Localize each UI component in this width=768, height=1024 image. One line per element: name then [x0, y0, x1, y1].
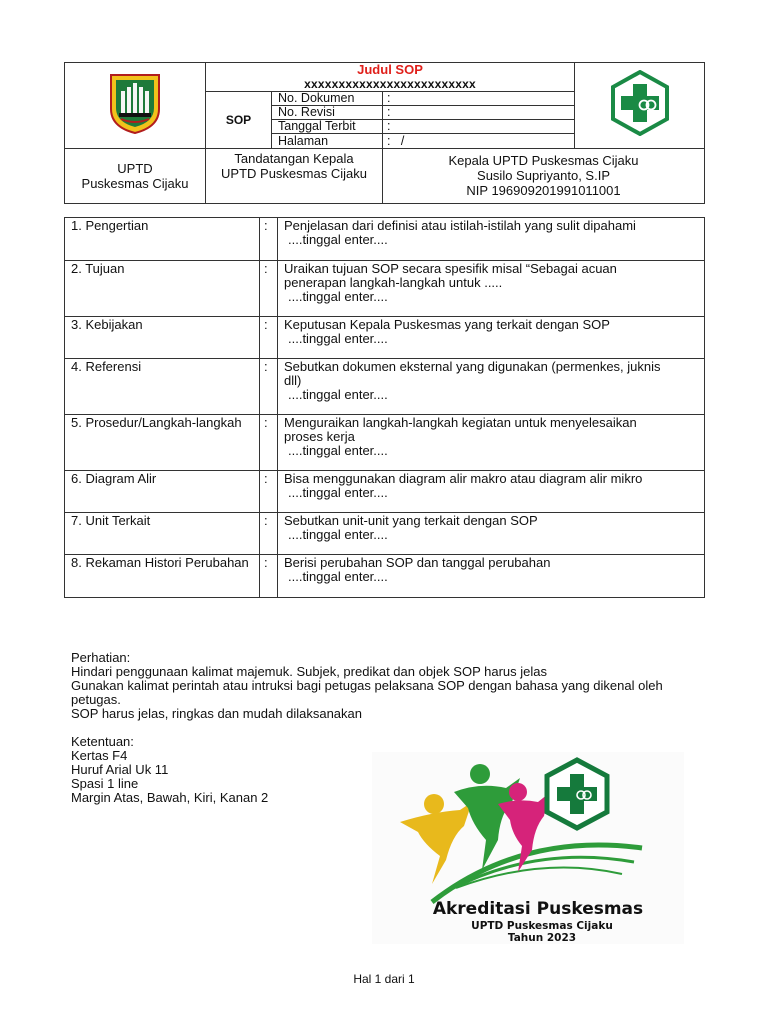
badge-subtitle: UPTD Puskesmas Cijaku: [471, 920, 613, 932]
head-nip: NIP 196909201991011001: [466, 183, 621, 199]
ketentuan-line: Margin Atas, Bawah, Kiri, Kanan 2: [71, 790, 269, 805]
section-label: 8. Rekaman Histori Perubahan: [65, 555, 260, 598]
regency-crest-logo: [107, 71, 163, 135]
ketentuan-title: Ketentuan:: [71, 734, 134, 749]
section-description: Menguraikan langkah-langkah kegiatan untuk menyelesaikan proses kerja ....tinggal enter....: [278, 415, 705, 471]
section-colon: :: [260, 359, 278, 415]
ketentuan-line: Huruf Arial Uk 11: [71, 762, 169, 777]
perhatian-line: SOP harus jelas, ringkas dan mudah dilaksanakan: [71, 706, 362, 721]
sop-header-table: [64, 62, 705, 204]
unit-name-cell: [65, 148, 206, 203]
section-colon: :: [260, 261, 278, 317]
accreditation-illustration: [372, 752, 684, 944]
section-description: Sebutkan dokumen eksternal yang digunakan (permenkes, juknis dll) ....tinggal enter....: [278, 359, 705, 415]
table-row: [65, 415, 705, 471]
section-colon: :: [260, 218, 278, 261]
table-row: [65, 261, 705, 317]
yellow-figure-body: [400, 802, 472, 884]
section-label: 6. Diagram Alir: [65, 471, 260, 513]
meta-value-dokumen: :: [383, 92, 575, 106]
perhatian-line: Hindari penggunaan kalimat majemuk. Subjek, predikat dan objek SOP harus jelas: [71, 664, 547, 679]
unit-line2: Puskesmas Cijaku: [81, 175, 189, 191]
section-description: Sebutkan unit-unit yang terkait dengan SOP ....tinggal enter....: [278, 513, 705, 555]
section-label: 2. Tujuan: [65, 261, 260, 317]
sop-title-placeholder: xxxxxxxxxxxxxxxxxxxxxxxxx: [304, 77, 476, 92]
signature-cell: [206, 148, 383, 203]
table-row: [65, 317, 705, 359]
regency-logo-cell: [65, 63, 206, 149]
section-label: 4. Referensi: [65, 359, 260, 415]
section-label: 3. Kebijakan: [65, 317, 260, 359]
table-row: [65, 513, 705, 555]
meta-label-dokumen: No. Dokumen: [272, 92, 383, 106]
section-description: Keputusan Kepala Puskesmas yang terkait dengan SOP ....tinggal enter....: [278, 317, 705, 359]
sop-label: SOP: [206, 92, 272, 148]
meta-label-tanggal: Tanggal Terbit: [272, 120, 383, 134]
sop-content-table: [64, 217, 705, 598]
ketentuan-line: Spasi 1 line: [71, 776, 139, 791]
badge-year: Tahun 2023: [507, 932, 577, 944]
signature-line1: Tandatangan Kepala: [234, 150, 354, 166]
meta-value-halaman: : /: [383, 134, 575, 148]
signature-line2: UPTD Puskesmas Cijaku: [221, 165, 367, 181]
meta-label-halaman: Halaman: [272, 134, 383, 148]
section-label: 5. Prosedur/Langkah-langkah: [65, 415, 260, 471]
table-row: [65, 471, 705, 513]
table-row: [65, 218, 705, 261]
meta-value-revisi: :: [383, 106, 575, 120]
ketentuan-line: Kertas F4: [71, 748, 128, 763]
accreditation-badge: [372, 752, 684, 944]
section-label: 7. Unit Terkait: [65, 513, 260, 555]
section-colon: :: [260, 415, 278, 471]
magenta-figure-head: [509, 783, 527, 801]
head-name: Susilo Supriyanto, S.IP: [477, 168, 610, 184]
section-colon: :: [260, 317, 278, 359]
head-info-cell: [383, 148, 705, 203]
meta-value-tanggal: :: [383, 120, 575, 134]
section-colon: :: [260, 555, 278, 598]
section-colon: :: [260, 513, 278, 555]
section-label: 1. Pengertian: [65, 218, 260, 261]
perhatian-title: Perhatian:: [71, 650, 131, 665]
head-title: Kepala UPTD Puskesmas Cijaku: [448, 153, 639, 169]
section-description: Bisa menggunakan diagram alir makro atau diagram alir mikro ....tinggal enter....: [278, 471, 705, 513]
section-colon: :: [260, 471, 278, 513]
meta-label-revisi: No. Revisi: [272, 106, 383, 120]
sop-title: Judul SOP: [357, 62, 423, 78]
table-row: [65, 555, 705, 598]
perhatian-line: Gunakan kalimat perintah atau intruksi bagi petugas pelaksana SOP dengan bahasa yang dikenal oleh petugas.: [71, 678, 663, 707]
section-description: Berisi perubahan SOP dan tanggal perubahan ....tinggal enter....: [278, 555, 705, 598]
puskesmas-cross-logo: [607, 70, 673, 136]
unit-line1: UPTD: [117, 160, 153, 176]
sop-title-cell: [206, 63, 575, 92]
badge-title: Akreditasi Puskesmas: [432, 899, 644, 919]
yellow-figure-head: [424, 794, 444, 814]
section-description: Penjelasan dari definisi atau istilah-istilah yang sulit dipahami ....tinggal enter....: [278, 218, 705, 261]
table-row: [65, 359, 705, 415]
puskesmas-logo-cell: [575, 63, 705, 149]
page-number: Hal 1 dari 1: [353, 972, 415, 986]
section-description: Uraikan tujuan SOP secara spesifik misal “Sebagai acuan penerapan langkah-langkah untuk ..... ....tinggal enter....: [278, 261, 705, 317]
green-figure-head: [470, 764, 490, 784]
